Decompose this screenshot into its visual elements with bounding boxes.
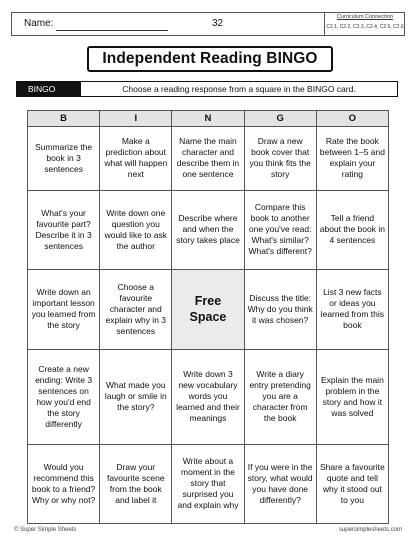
bingo-square[interactable]: What made you laugh or smile in the story? (100, 349, 172, 444)
column-header-g: G (244, 111, 316, 127)
bingo-square[interactable]: Compare this book to another one you've read: What's similar? What's different? (244, 190, 316, 269)
column-header-i: I (100, 111, 172, 127)
bingo-square[interactable]: Describe where and when the story takes place (172, 190, 244, 269)
instruction-text: Choose a reading response from a square in the BINGO card. (122, 84, 356, 94)
header-bar (11, 12, 405, 36)
bingo-card (27, 110, 389, 524)
bingo-square[interactable]: Write down an important lesson you learned from the story (28, 270, 100, 349)
bingo-square[interactable]: Write down 3 new vocabulary words you learned and their meanings (172, 349, 244, 444)
bingo-square[interactable]: Summarize the book in 3 sentences (28, 127, 100, 191)
bingo-row (28, 270, 389, 349)
bingo-square[interactable]: Would you recommend this book to a friend? Why or why not? (28, 444, 100, 523)
bingo-row (28, 127, 389, 191)
title-box (87, 46, 333, 72)
instruction-tag: BINGO (17, 82, 81, 96)
bingo-square[interactable]: Rate the book between 1–5 and explain your rating (316, 127, 388, 191)
footer-copyright: © Super Simple Sheets (14, 527, 77, 533)
bingo-header-row (28, 111, 389, 127)
bingo-square[interactable]: Draw your favourite scene from the book and label it (100, 444, 172, 523)
bingo-square[interactable]: Share a favourite quote and tell why it stood out to you (316, 444, 388, 523)
bingo-square[interactable]: Tell a friend about the book in 4 sentences (316, 190, 388, 269)
bingo-row (28, 349, 389, 444)
bingo-square[interactable]: Write a diary entry pretending you are a character from the book (244, 349, 316, 444)
instruction-bar (16, 81, 398, 97)
bingo-row (28, 444, 389, 523)
bingo-square[interactable]: If you were in the story, what would you have done differently? (244, 444, 316, 523)
curriculum-codes: C2.1, C2.2, C2.3, C2.4, C2.5, C2.6 (326, 24, 404, 30)
page-title: Independent Reading BINGO (102, 50, 318, 67)
name-write-line[interactable] (56, 30, 168, 31)
curriculum-title: Curriculum Connection (337, 14, 393, 20)
footer-website[interactable]: supersimplesheets.com (338, 527, 402, 533)
bingo-square[interactable]: Name the main character and describe them in one sentence (172, 127, 244, 191)
column-header-b: B (28, 111, 100, 127)
bingo-square[interactable]: Make a prediction about what will happen next (100, 127, 172, 191)
curriculum-connection-box (324, 13, 404, 35)
column-header-n: N (172, 111, 244, 127)
bingo-square[interactable]: Create a new ending: Write 3 sentences on how you'd end the story differently (28, 349, 100, 444)
bingo-square[interactable]: Write about a moment in the story that surprised you and explain why (172, 444, 244, 523)
bingo-square[interactable]: Discuss the title: Why do you think it was chosen? (244, 270, 316, 349)
name-label: Name: (24, 18, 54, 29)
bingo-square[interactable]: What's your favourite part? Describe it in 3 sentences (28, 190, 100, 269)
bingo-square[interactable]: List 3 new facts or ideas you learned from this book (316, 270, 388, 349)
bingo-square[interactable]: Explain the main problem in the story and how it was solved (316, 349, 388, 444)
bingo-square[interactable]: Draw a new book cover that you think fits the story (244, 127, 316, 191)
free-space-label: Free Space (189, 294, 227, 325)
bingo-square[interactable]: Write down one question you would like to ask the author (100, 190, 172, 269)
free-space-square[interactable] (172, 270, 244, 349)
bingo-row (28, 190, 389, 269)
page-number: 32 (212, 18, 224, 29)
column-header-o: O (316, 111, 388, 127)
bingo-square[interactable]: Choose a favourite character and explain why in 3 sentences (100, 270, 172, 349)
